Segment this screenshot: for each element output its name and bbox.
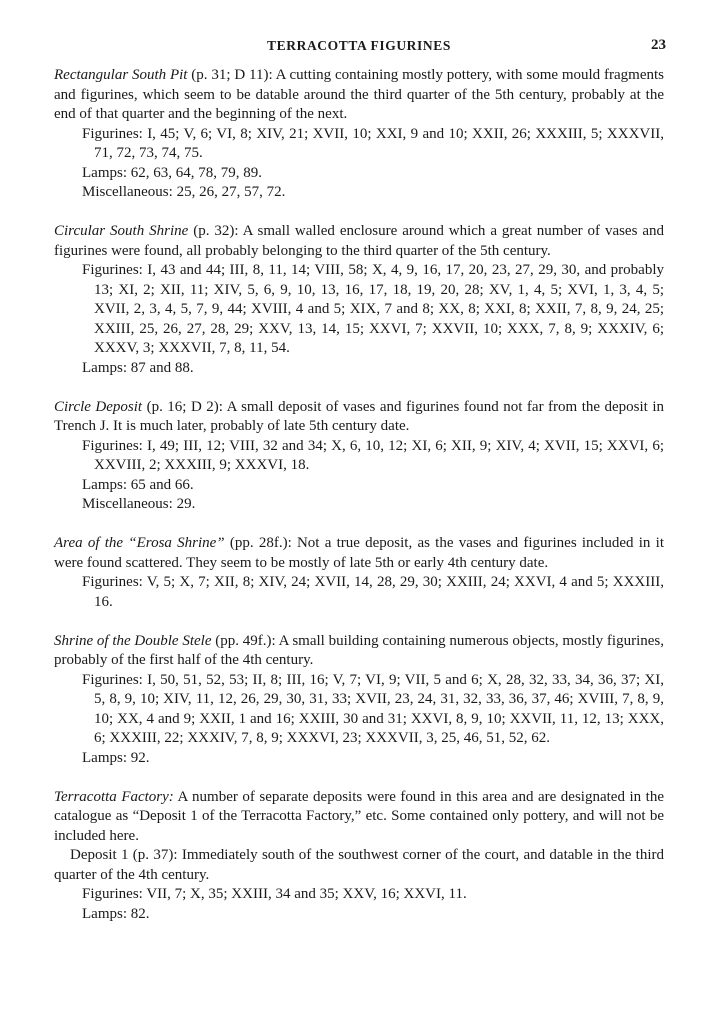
deposit-name: Rectangular South Pit — [54, 67, 188, 83]
entry-erosa-shrine — [54, 534, 664, 612]
deposit-text: (pp. 49f.): A small building containing numerous objects, mostly figurines, probably of the first half of the 4th century. — [54, 632, 664, 668]
entry-description — [54, 788, 664, 847]
lamps-list: Lamps: 87 and 88. — [82, 359, 194, 376]
entry-description — [54, 66, 664, 125]
figurines-list: Figurines: I, 49; III, 12; VIII, 32 and 34; X, 6, 10, 12; XI, 6; XII, 9; XIV, 4; XVII, 15; XXVI, 6; XXVIII, 2; XXXIII, 9; XXXVI, 18. — [82, 437, 664, 473]
entry-description — [54, 534, 664, 573]
entry-rectangular-south-pit — [54, 66, 664, 203]
lamps-list: Lamps: 92. — [82, 749, 150, 766]
page-header — [54, 38, 664, 60]
entry-description — [54, 222, 664, 261]
entry-circle-deposit — [54, 398, 664, 515]
deposit-text: (pp. 28f.): Not a true deposit, as the vases and figurines included in it were found scattered. They seem to be mostly of late 5th or early 4th century date. — [54, 535, 664, 571]
document-page — [54, 38, 664, 944]
deposit-text: (p. 32): A small walled enclosure around which a great number of vases and figurines were found, all probably belonging to the third quarter of the 5th century. — [54, 223, 664, 259]
running-title: TERRACOTTA FIGURINES — [267, 38, 451, 53]
deposit-name: Circular South Shrine — [54, 223, 189, 239]
lamps-list: Lamps: 65 and 66. — [82, 476, 194, 493]
figurines-list: Figurines: I, 43 and 44; III, 8, 11, 14; VIII, 58; X, 4, 9, 16, 17, 20, 23, 27, 29, 30, and probably 13; XI, 2; XII, 11; XIV, 5, 6, 9, 10, 13, 16, 17, 18, 19, 20, 28; XV, 1, 4, 5; XVI, 1, 3, 4, 5; XVII, 2, 3, 4, 5, 7, 9, 44; XVIII, 4 and 5; XIX, 7 and 8; XX, 8; XXI, 8; XXII, 7, 8, 9, 24, 25; XXIII, 25, 26, 27, 28, 29; XXV, 13, 14, 15; XXVI, 7; XXVII, 10; XXX, 7, 8, 9; XXXIV, 6; XXXV, 3; XXXVII, 7, 8, 11, 54. — [82, 262, 664, 356]
entry-terracotta-factory — [54, 788, 664, 925]
miscellaneous-list: Miscellaneous: 29. — [82, 496, 196, 512]
lamps-list: Lamps: 62, 63, 64, 78, 79, 89. — [82, 164, 262, 181]
deposit-name: Terracotta Factory: — [54, 788, 174, 805]
entry-description — [54, 632, 664, 671]
figurines-list: Figurines: VII, 7; X, 35; XXIII, 34 and 35; XXV, 16; XXVI, 11. — [82, 886, 467, 902]
entry-description — [54, 398, 664, 437]
deposit-name: Area of the “Erosa Shrine” — [54, 535, 225, 551]
miscellaneous-list: Miscellaneous: 25, 26, 27, 57, 72. — [82, 184, 286, 200]
page-number: 23 — [651, 37, 666, 53]
deposit-text: (p. 31; D 11): A cutting containing mostly pottery, with some mould fragments and figurines, which seem to be datable around the third quarter of the 5th century, probably at the end of that quarter and the beginning of the next. — [54, 67, 664, 122]
figurines-list: Figurines: I, 45; V, 6; VI, 8; XIV, 21; XVII, 10; XXI, 9 and 10; XXII, 26; XXXIII, 5; XXXVII, 71, 72, 73, 74, 75. — [82, 125, 664, 161]
deposit-subentry: Deposit 1 (p. 37): Immediately south of the southwest corner of the court, and datable in the third quarter of the 4th century. — [54, 847, 664, 883]
deposit-name: Circle Deposit — [54, 398, 143, 415]
lamps-list: Lamps: 82. — [82, 905, 150, 922]
entry-shrine-double-stele — [54, 632, 664, 769]
figurines-list: Figurines: V, 5; X, 7; XII, 8; XIV, 24; XVII, 14, 28, 29, 30; XXIII, 24; XXVI, 4 and 5; XXXIII, 16. — [82, 574, 664, 610]
figurines-list: Figurines: I, 50, 51, 52, 53; II, 8; III, 16; V, 7; VI, 9; VII, 5 and 6; X, 28, 32, 33, 34, 36, 37; XI, 5, 8, 9, 10; XIV, 11, 12, 26, 29, 30, 31, 33; XVII, 23, 24, 31, 32, 33, 36, 37, 46; XVIII, 7, 8, 9, 10; XX, 4 and 9; XXII, 1 and 16; XXIII, 30 and 31; XXVI, 8, 9, 10; XXVII, 11, 12, 13; XXX, 6; XXXIII, 22; XXXIV, 7, 8, 9; XXXVI, 23; XXXVII, 3, 25, 46, 51, 52, 62. — [82, 671, 664, 746]
deposit-text: (p. 16; D 2): A small deposit of vases and figurines found not far from the deposit in Trench J. It is much later, probably of late 5th century date. — [54, 398, 664, 434]
entry-circular-south-shrine — [54, 222, 664, 378]
deposit-name: Shrine of the Double Stele — [54, 632, 212, 649]
deposit-text: A number of separate deposits were found in this area and are designated in the catalogue as “Deposit 1 of the Terracotta Factory,” etc. Some contained only pottery, and will not be included here. — [54, 788, 664, 844]
